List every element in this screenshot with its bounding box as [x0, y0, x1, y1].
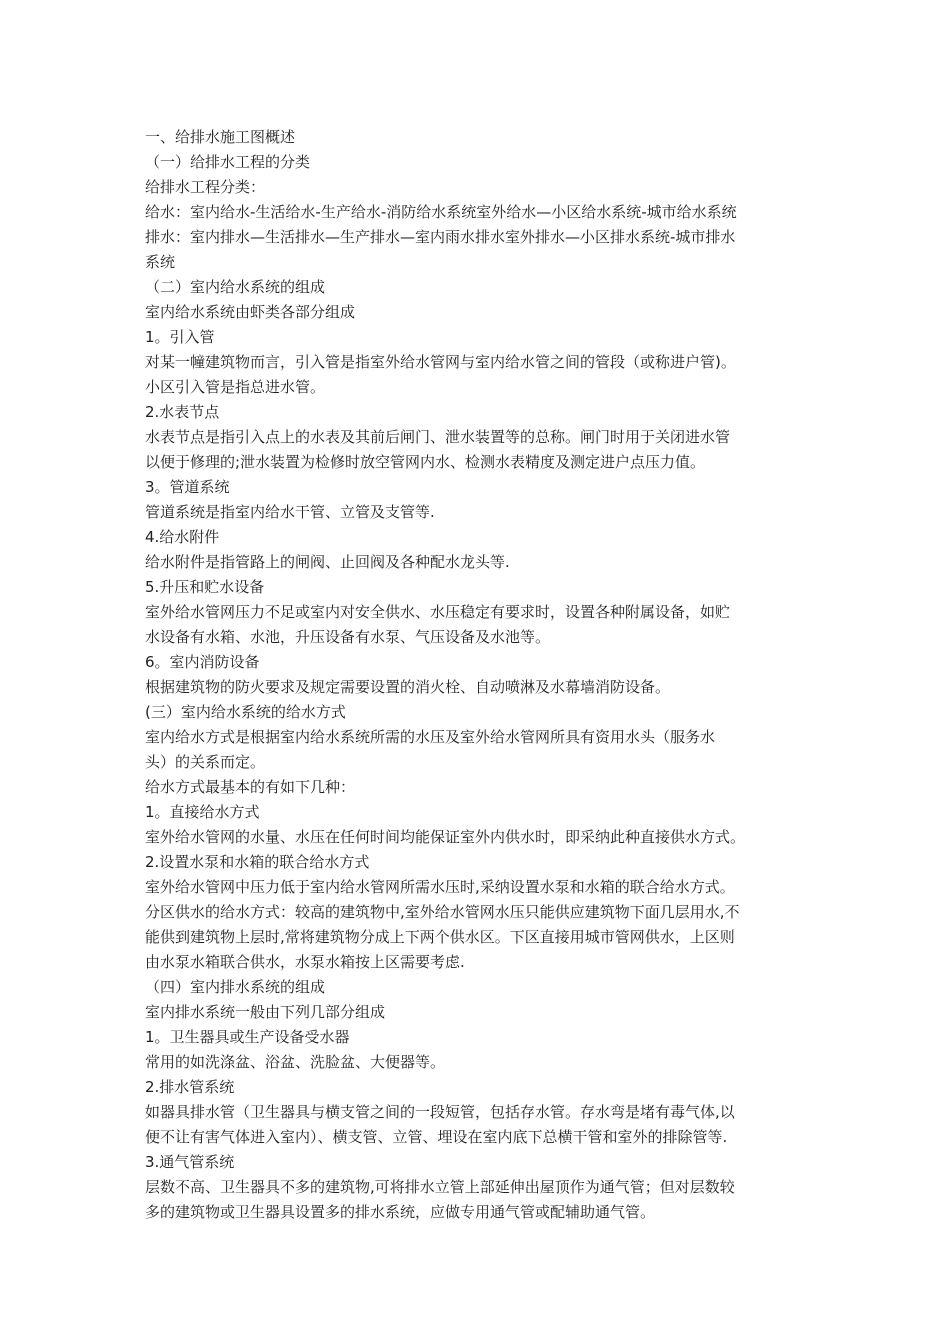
subsection-heading: （二）室内给水系统的组成	[145, 278, 326, 296]
section-heading: 一、给排水施工图概述	[145, 128, 296, 146]
document-body	[145, 125, 810, 1225]
paragraph-line: 便不让有害气体进入室内）、横支管、立管、埋设在室内底下总横干管和室外的排除管等.	[145, 1128, 728, 1146]
paragraph-line: 小区引入管是指总进水管。	[145, 378, 326, 396]
paragraph-line: 以便于修理的;泄水装置为检修时放空管网内水、检测水表精度及测定进户点压力值。	[145, 453, 706, 471]
paragraph-line: 室内给水系统由虾类各部分组成	[145, 303, 356, 321]
subsection-heading: （一）给排水工程的分类	[145, 153, 311, 171]
paragraph-line: 分区供水的给水方式：较高的建筑物中,室外给水管网水压只能供应建筑物下面几层用水,不	[145, 903, 740, 921]
item-heading: 1。引入管	[145, 328, 215, 346]
item-heading: 3.通气管系统	[145, 1153, 235, 1171]
paragraph-line: 头）的关系而定。	[145, 753, 266, 771]
paragraph-line: 室外给水管网压力不足或室内对安全供水、水压稳定有要求时，设置各种附属设备，如贮	[145, 603, 731, 621]
paragraph-line: 水表节点是指引入点上的水表及其前后闸门、泄水装置等的总称。闸门时用于关闭进水管	[145, 428, 731, 446]
paragraph-line: 给水方式最基本的有如下几种：	[145, 778, 356, 796]
paragraph-line: 排水：室内排水—生活排水—生产排水—室内雨水排水室外排水—小区排水系统-城市排水	[145, 228, 736, 246]
item-heading: 2.排水管系统	[145, 1078, 235, 1096]
item-heading: 6。室内消防设备	[145, 653, 260, 671]
paragraph-line: 由水泵水箱联合供水，水泵水箱按上区需要考虑.	[145, 953, 465, 971]
paragraph-line: 对某一幢建筑物而言，引入管是指室外给水管网与室内给水管之间的管段（或称进户管)。	[145, 353, 736, 371]
paragraph-line: 给排水工程分类：	[145, 178, 266, 196]
paragraph-line: 给水附件是指管路上的闸阀、止回阀及各种配水龙头等.	[145, 553, 510, 571]
paragraph-line: 系统	[145, 253, 176, 271]
paragraph-line: 管道系统是指室内给水干管、立管及支管等.	[145, 503, 435, 521]
paragraph-line: 室内排水系统一般由下列几部分组成	[145, 1003, 386, 1021]
item-heading: 5.升压和贮水设备	[145, 578, 265, 596]
paragraph-line: 室内给水方式是根据室内给水系统所需的水压及室外给水管网所具有资用水头（服务水	[145, 728, 716, 746]
paragraph-line: 层数不高、卫生器具不多的建筑物,可将排水立管上部延伸出屋顶作为通气管；但对层数较	[145, 1178, 735, 1196]
item-heading: 1。直接给水方式	[145, 803, 260, 821]
paragraph-line: 能供到建筑物上层时,常将建筑物分成上下两个供水区。下区直接用城市管网供水，上区则	[145, 928, 735, 946]
item-heading: 2.设置水泵和水箱的联合给水方式	[145, 853, 370, 871]
paragraph-line: 水设备有水箱、水池，升压设备有水泵、气压设备及水池等。	[145, 628, 551, 646]
subsection-heading: (三）室内给水系统的给水方式	[145, 703, 346, 721]
item-heading: 4.给水附件	[145, 528, 220, 546]
paragraph-line: 多的建筑物或卫生器具设置多的排水系统，应做专用通气管或配辅助通气管。	[145, 1203, 656, 1221]
item-heading: 1。卫生器具或生产设备受水器	[145, 1028, 350, 1046]
paragraph-line: 如器具排水管（卫生器具与横支管之间的一段短管，包括存水管。存水弯是堵有毒气体,以	[145, 1103, 735, 1121]
paragraph-line: 给水：室内给水-生活给水-生产给水-消防给水系统室外给水—小区给水系统-城市给水系统	[145, 203, 737, 221]
item-heading: 3。管道系统	[145, 478, 230, 496]
paragraph-line: 室外给水管网的水量、水压在任何时间均能保证室外内供水时，即采纳此种直接供水方式。	[145, 828, 746, 846]
paragraph-line: 常用的如洗涤盆、浴盆、洗脸盆、大便器等。	[145, 1053, 446, 1071]
item-heading: 2.水表节点	[145, 403, 220, 421]
subsection-heading: （四）室内排水系统的组成	[145, 978, 326, 996]
paragraph-line: 根据建筑物的防火要求及规定需要设置的消火栓、自动喷淋及水幕墙消防设备。	[145, 678, 671, 696]
paragraph-line: 室外给水管网中压力低于室内给水管网所需水压时,采纳设置水泵和水箱的联合给水方式。	[145, 878, 735, 896]
